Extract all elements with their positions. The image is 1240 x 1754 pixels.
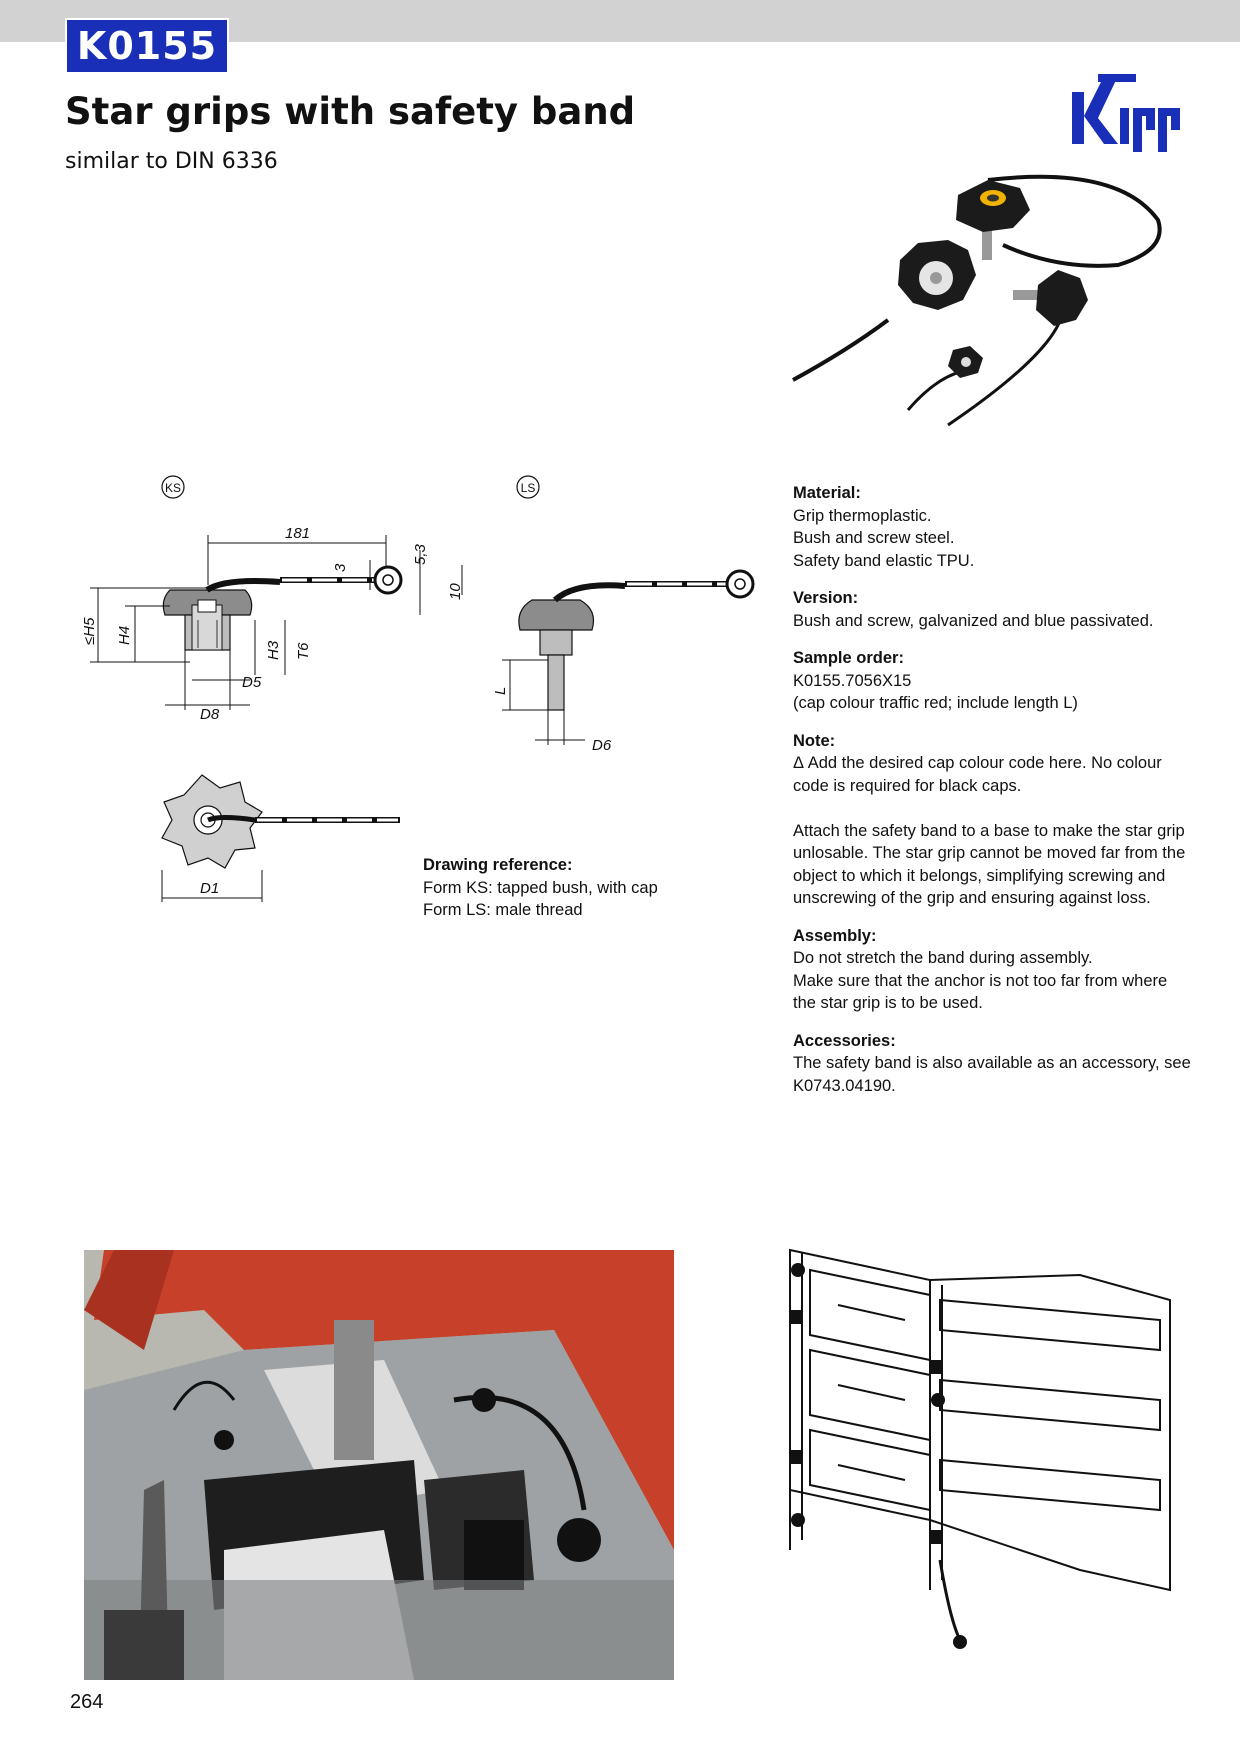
version-heading: Version: [793,589,859,607]
drawing-reference-line: Form LS: male thread [423,901,583,919]
specifications [793,482,1193,1112]
assembly-line: Do not stretch the band during assembly. [793,949,1093,967]
material-heading: Material: [793,484,861,502]
dim-5-3: 5,3 [412,544,429,565]
note-line: Attach the safety band to a base to make the star grip [793,821,1185,840]
kipp-logo-icon [1070,72,1185,157]
note-line: Δ Add the desired cap colour code here. No colour [793,754,1162,772]
dim-h3: H3 [265,640,282,660]
form-ls-label: LS [520,481,536,495]
note-section [793,730,1193,910]
drawing-reference-heading: Drawing reference: [423,856,573,874]
dim-10: 10 [447,583,464,600]
material-section [793,482,1193,572]
accessories-line: The safety band is also available as an accessory, see [793,1054,1191,1072]
page-number: 264 [70,1691,104,1713]
dim-h4: H4 [116,625,133,645]
material-line: Safety band elastic TPU. [793,551,975,570]
assembly-section [793,925,1193,1015]
note-line: unscrewing of the grip and ensuring against loss. [793,889,1151,907]
note-line: code is required for black caps. [793,776,1022,795]
accessories-section [793,1030,1193,1098]
dim-3: 3 [332,563,349,572]
page-subtitle: similar to DIN 6336 [65,149,278,174]
version-section [793,587,1193,632]
material-line: Grip thermoplastic. [793,506,932,525]
note-line: unlosable. The star grip cannot be moved far from the [793,844,1186,862]
note-line: object to which it belongs, simplifying screwing and [793,866,1166,885]
dim-h5: ≤H5 [81,617,98,645]
note-heading: Note: [793,731,836,750]
product-photo [788,170,1178,430]
accessories-line: K0743.04190. [793,1076,896,1095]
drawing-reference [423,854,658,922]
version-line: Bush and screw, galvanized and blue passivated. [793,611,1154,630]
form-ks-label: KS [164,481,182,495]
material-line: Bush and screw steel. [793,529,955,547]
assembly-heading: Assembly: [793,926,877,945]
sample-order-line: (cap colour traffic red; include length L) [793,694,1078,712]
sample-order-heading: Sample order: [793,649,904,667]
dim-181: 181 [285,525,311,542]
dim-d1: D1 [200,880,220,897]
dim-d5: D5 [242,674,262,691]
assembly-line: the star grip is to be used. [793,994,983,1012]
sample-order-line: K0155.7056X15 [793,671,912,690]
drawer-illustration [780,1240,1180,1680]
dim-t6: T6 [295,642,312,660]
dim-d8: D8 [200,706,220,723]
page-title: Star grips with safety band [65,90,636,133]
drawing-reference-line: Form KS: tapped bush, with cap [423,878,658,897]
sample-order-section [793,647,1193,715]
product-code-badge: K0155 [65,18,229,74]
dim-l: L [492,686,509,695]
dim-d6: D6 [592,737,612,754]
accessories-heading: Accessories: [793,1031,896,1050]
application-photo [84,1250,674,1680]
technical-drawing [80,470,780,910]
assembly-line: Make sure that the anchor is not too far from where [793,971,1168,990]
note-line [793,797,1193,820]
